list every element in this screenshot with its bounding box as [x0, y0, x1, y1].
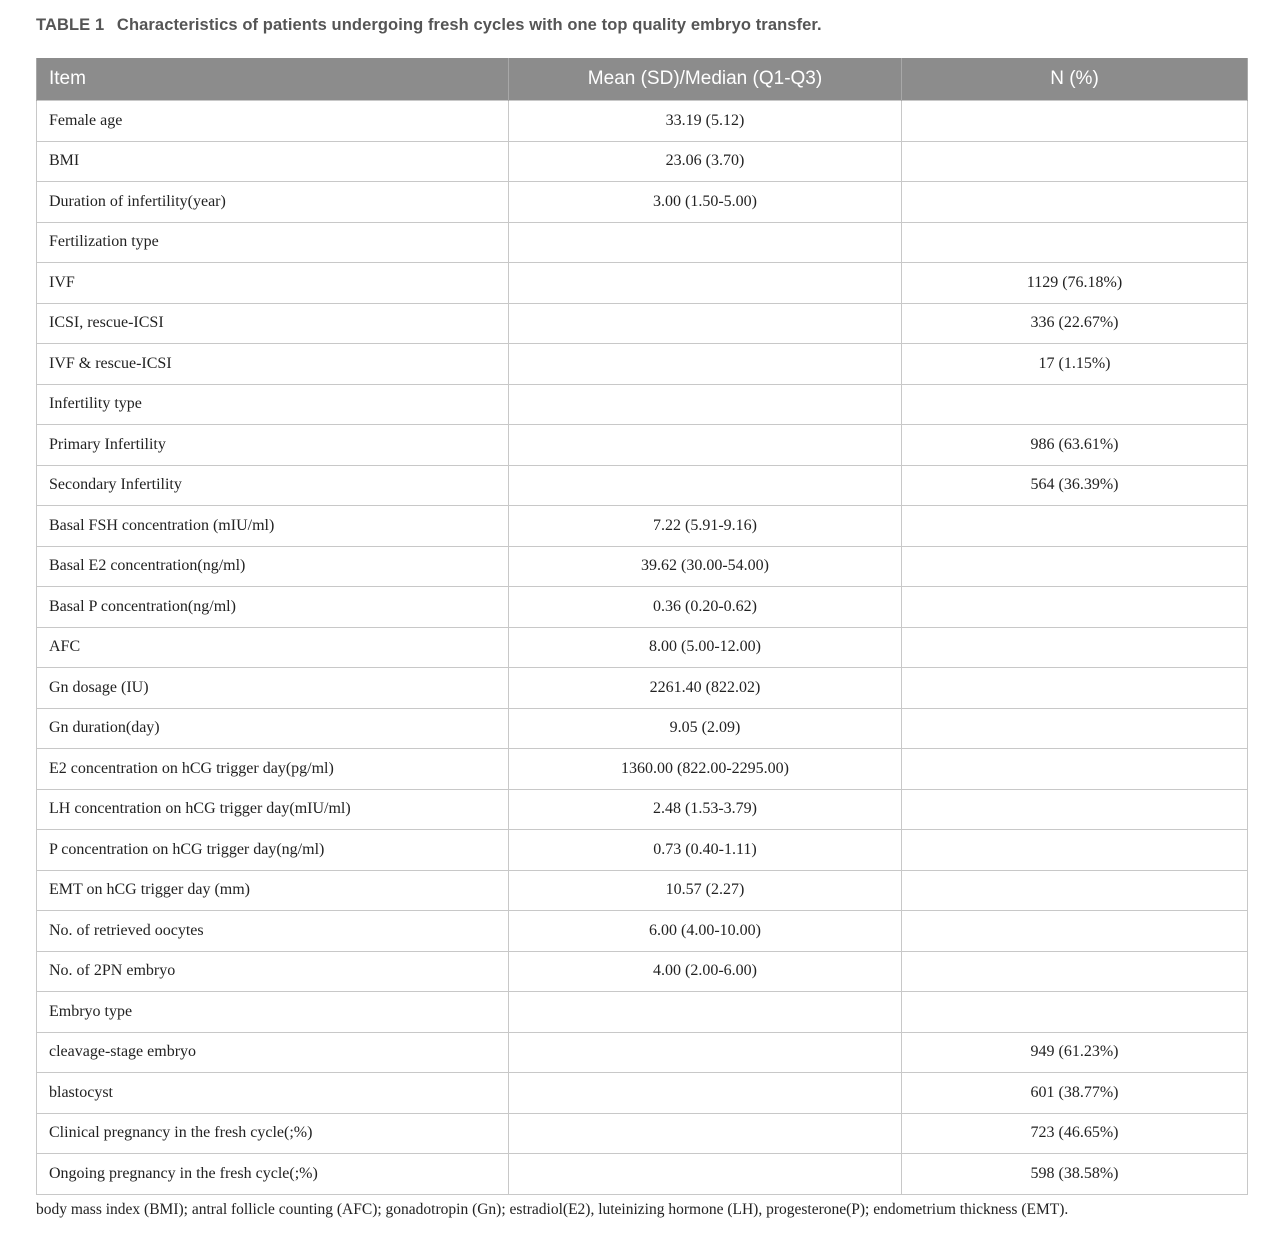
cell-item: blastocyst	[37, 1073, 509, 1114]
cell-mean	[509, 1113, 902, 1154]
cell-n: 564 (36.39%)	[902, 465, 1248, 506]
cell-n	[902, 506, 1248, 547]
table-row	[37, 749, 1248, 790]
cell-mean: 7.22 (5.91-9.16)	[509, 506, 902, 547]
cell-mean: 39.62 (30.00-54.00)	[509, 546, 902, 587]
table-row	[37, 465, 1248, 506]
cell-n	[902, 182, 1248, 223]
cell-item: AFC	[37, 627, 509, 668]
cell-mean	[509, 384, 902, 425]
cell-mean: 8.00 (5.00-12.00)	[509, 627, 902, 668]
cell-mean: 1360.00 (822.00-2295.00)	[509, 749, 902, 790]
cell-n	[902, 870, 1248, 911]
table-row	[37, 546, 1248, 587]
cell-mean	[509, 303, 902, 344]
cell-mean: 9.05 (2.09)	[509, 708, 902, 749]
cell-mean: 0.36 (0.20-0.62)	[509, 587, 902, 628]
cell-item: EMT on hCG trigger day (mm)	[37, 870, 509, 911]
cell-item: Gn dosage (IU)	[37, 668, 509, 709]
table-title: Characteristics of patients undergoing fresh cycles with one top quality embryo transfer.	[116, 16, 822, 34]
cell-item: No. of retrieved oocytes	[37, 911, 509, 952]
cell-n	[902, 789, 1248, 830]
cell-n	[902, 668, 1248, 709]
table-body	[37, 101, 1248, 1195]
table-row	[37, 789, 1248, 830]
table-row	[37, 911, 1248, 952]
cell-item: Primary Infertility	[37, 425, 509, 466]
cell-n: 986 (63.61%)	[902, 425, 1248, 466]
cell-item: Basal P concentration(ng/ml)	[37, 587, 509, 628]
cell-mean	[509, 992, 902, 1033]
cell-item: E2 concentration on hCG trigger day(pg/ml)	[37, 749, 509, 790]
table-row	[37, 303, 1248, 344]
table-row	[37, 830, 1248, 871]
table-row	[37, 344, 1248, 385]
cell-n	[902, 627, 1248, 668]
cell-item: BMI	[37, 141, 509, 182]
cell-n	[902, 951, 1248, 992]
cell-mean	[509, 1032, 902, 1073]
table-row	[37, 182, 1248, 223]
table-row	[37, 708, 1248, 749]
table-row	[37, 1154, 1248, 1195]
table-row	[37, 222, 1248, 263]
cell-n: 336 (22.67%)	[902, 303, 1248, 344]
table-row	[37, 425, 1248, 466]
table-caption	[36, 16, 822, 35]
table-label: TABLE 1	[36, 16, 105, 34]
cell-mean: 0.73 (0.40-1.11)	[509, 830, 902, 871]
cell-item: Basal E2 concentration(ng/ml)	[37, 546, 509, 587]
cell-item: IVF	[37, 263, 509, 304]
table-row	[37, 263, 1248, 304]
cell-n	[902, 141, 1248, 182]
cell-n: 598 (38.58%)	[902, 1154, 1248, 1195]
cell-item: Secondary Infertility	[37, 465, 509, 506]
cell-mean	[509, 425, 902, 466]
cell-mean	[509, 1073, 902, 1114]
cell-item: Female age	[37, 101, 509, 142]
cell-n: 723 (46.65%)	[902, 1113, 1248, 1154]
cell-mean	[509, 344, 902, 385]
cell-item: Infertility type	[37, 384, 509, 425]
cell-item: Basal FSH concentration (mIU/ml)	[37, 506, 509, 547]
table-row	[37, 627, 1248, 668]
cell-item: Embryo type	[37, 992, 509, 1033]
cell-item: Clinical pregnancy in the fresh cycle(;%)	[37, 1113, 509, 1154]
cell-n	[902, 911, 1248, 952]
cell-n: 949 (61.23%)	[902, 1032, 1248, 1073]
table-row	[37, 587, 1248, 628]
cell-item: LH concentration on hCG trigger day(mIU/ml)	[37, 789, 509, 830]
cell-mean: 33.19 (5.12)	[509, 101, 902, 142]
cell-mean: 2261.40 (822.02)	[509, 668, 902, 709]
cell-mean: 23.06 (3.70)	[509, 141, 902, 182]
cell-n	[902, 101, 1248, 142]
cell-n	[902, 708, 1248, 749]
characteristics-table	[36, 58, 1248, 1195]
column-header-item: Item	[37, 58, 509, 101]
table-row	[37, 1113, 1248, 1154]
table-row	[37, 506, 1248, 547]
cell-n	[902, 546, 1248, 587]
cell-mean	[509, 222, 902, 263]
table-footnote: body mass index (BMI); antral follicle counting (AFC); gonadotropin (Gn); estradiol(E2), luteinizing hormone (LH), progesterone(P); endometrium thickness (EMT).	[36, 1201, 1069, 1218]
table-row	[37, 668, 1248, 709]
cell-n	[902, 587, 1248, 628]
table-row	[37, 101, 1248, 142]
cell-item: ICSI, rescue-ICSI	[37, 303, 509, 344]
cell-n: 1129 (76.18%)	[902, 263, 1248, 304]
cell-n	[902, 830, 1248, 871]
cell-mean: 4.00 (2.00-6.00)	[509, 951, 902, 992]
column-header-n: N (%)	[902, 58, 1248, 101]
cell-mean: 2.48 (1.53-3.79)	[509, 789, 902, 830]
table-row	[37, 870, 1248, 911]
cell-item: No. of 2PN embryo	[37, 951, 509, 992]
cell-mean: 3.00 (1.50-5.00)	[509, 182, 902, 223]
cell-n: 601 (38.77%)	[902, 1073, 1248, 1114]
cell-n	[902, 384, 1248, 425]
cell-mean	[509, 465, 902, 506]
cell-item: cleavage-stage embryo	[37, 1032, 509, 1073]
cell-item: IVF & rescue-ICSI	[37, 344, 509, 385]
table-header-row	[37, 58, 1248, 101]
cell-mean: 6.00 (4.00-10.00)	[509, 911, 902, 952]
cell-n	[902, 992, 1248, 1033]
column-header-mean: Mean (SD)/Median (Q1-Q3)	[509, 58, 902, 101]
table-row	[37, 951, 1248, 992]
cell-mean	[509, 263, 902, 304]
cell-n	[902, 749, 1248, 790]
table-row	[37, 992, 1248, 1033]
table-row	[37, 1032, 1248, 1073]
table-row	[37, 1073, 1248, 1114]
table-row	[37, 384, 1248, 425]
table-row	[37, 141, 1248, 182]
cell-item: P concentration on hCG trigger day(ng/ml)	[37, 830, 509, 871]
cell-mean: 10.57 (2.27)	[509, 870, 902, 911]
cell-item: Fertilization type	[37, 222, 509, 263]
cell-n: 17 (1.15%)	[902, 344, 1248, 385]
cell-item: Duration of infertility(year)	[37, 182, 509, 223]
cell-n	[902, 222, 1248, 263]
cell-item: Ongoing pregnancy in the fresh cycle(;%)	[37, 1154, 509, 1195]
cell-mean	[509, 1154, 902, 1195]
cell-item: Gn duration(day)	[37, 708, 509, 749]
